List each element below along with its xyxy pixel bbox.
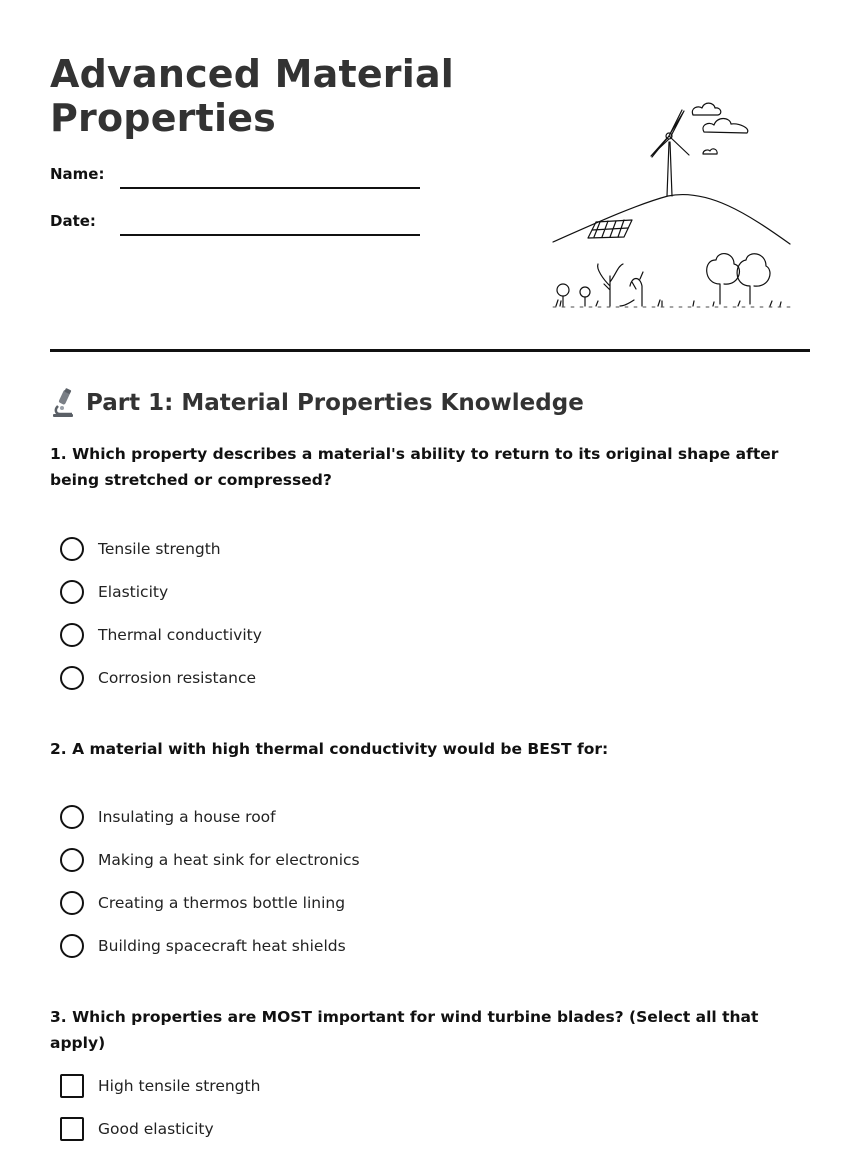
option-label: Elasticity [98,583,169,601]
option-label: Making a heat sink for electronics [98,851,360,869]
microscope-icon [50,388,76,418]
radio-button[interactable] [60,623,84,647]
option-label: Thermal conductivity [98,626,262,644]
option-label: Good elasticity [98,1120,214,1138]
option-label: High tensile strength [98,1077,261,1095]
checkbox[interactable] [60,1074,84,1098]
q2-option-4[interactable] [60,933,346,959]
option-label: Corrosion resistance [98,669,257,687]
q2-option-2[interactable] [60,847,360,873]
name-label: Name: [50,165,105,183]
q1-option-1[interactable] [60,536,221,562]
option-label: Building spacecraft heat shields [98,937,346,955]
page-title [50,52,454,140]
title-line-2: Properties [50,96,276,140]
wind-turbine-landscape-illustration [548,54,796,314]
checkbox[interactable] [60,1117,84,1141]
question-1: 1. Which property describes a material's ability to return to its original shape after being stretched or compressed? [50,445,779,489]
part-1-heading-text: Part 1: Material Properties Knowledge [86,390,584,416]
q2-option-3[interactable] [60,890,345,916]
title-line-1: Advanced Material [50,52,455,96]
option-label: Insulating a house roof [98,808,276,826]
question-2: 2. A material with high thermal conductivity would be BEST for: [50,740,609,758]
q1-option-4[interactable] [60,665,256,691]
q1-option-3[interactable] [60,622,262,648]
part-1-heading [50,388,584,418]
q2-option-1[interactable] [60,804,276,830]
name-field[interactable] [120,187,420,189]
option-label: Creating a thermos bottle lining [98,894,346,912]
radio-button[interactable] [60,580,84,604]
q3-option-2[interactable] [60,1116,214,1142]
header-divider [50,349,810,352]
radio-button[interactable] [60,537,84,561]
q1-option-2[interactable] [60,579,168,605]
option-label: Tensile strength [98,540,221,558]
radio-button[interactable] [60,666,84,690]
radio-button[interactable] [60,891,84,915]
question-3: 3. Which properties are MOST important for wind turbine blades? (Select all that apply) [50,1008,759,1052]
radio-button[interactable] [60,805,84,829]
radio-button[interactable] [60,934,84,958]
radio-button[interactable] [60,848,84,872]
q3-option-1[interactable] [60,1073,260,1099]
date-field[interactable] [120,234,420,236]
date-label: Date: [50,212,96,230]
